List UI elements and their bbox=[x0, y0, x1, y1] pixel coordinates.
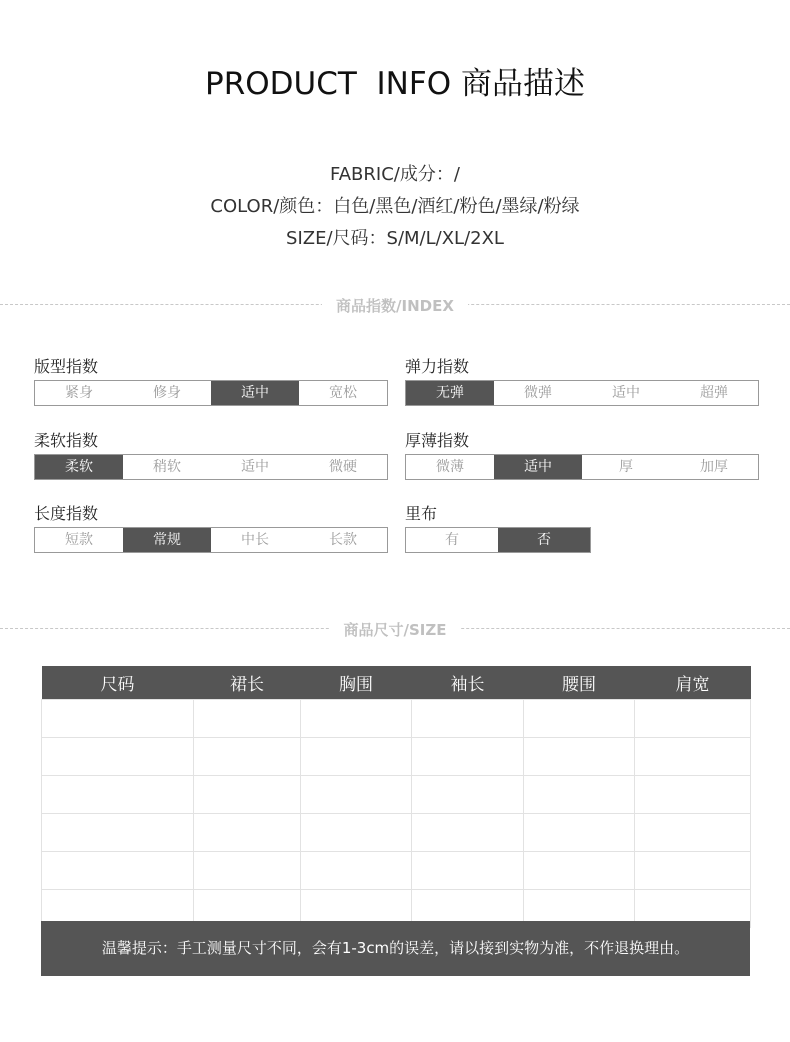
table-cell bbox=[194, 738, 301, 776]
size-table-body bbox=[42, 700, 751, 928]
notice-banner: 温馨提示：手工测量尺寸不同，会有1-3cm的误差，请以接到实物为准，不作退换理由。 bbox=[41, 921, 750, 976]
index-option: 加厚 bbox=[700, 459, 728, 475]
table-cell bbox=[42, 814, 194, 852]
size-column-header: 尺码 bbox=[42, 666, 194, 700]
size-column-header: 袖长 bbox=[412, 666, 524, 700]
index-option: 适中 bbox=[241, 459, 269, 475]
index-title: 版型指数 bbox=[34, 357, 99, 376]
table-cell bbox=[301, 700, 412, 738]
size-table-header bbox=[42, 666, 751, 700]
table-cell bbox=[42, 852, 194, 890]
table-cell bbox=[194, 700, 301, 738]
fabric-line: FABRIC/成分：/ bbox=[330, 164, 460, 185]
index-option: 长款 bbox=[329, 532, 357, 548]
index-title: 厚薄指数 bbox=[405, 431, 470, 450]
table-cell bbox=[412, 776, 524, 814]
index-scale bbox=[34, 454, 388, 480]
index-scale bbox=[34, 380, 388, 406]
table-cell bbox=[301, 738, 412, 776]
index-option: 否 bbox=[498, 528, 590, 552]
table-cell bbox=[635, 852, 751, 890]
elasticity-index bbox=[405, 356, 759, 406]
index-title: 柔软指数 bbox=[34, 431, 99, 450]
index-option: 微薄 bbox=[436, 459, 464, 475]
index-option: 短款 bbox=[65, 532, 93, 548]
index-option: 柔软 bbox=[35, 455, 123, 479]
table-cell bbox=[524, 700, 635, 738]
index-option: 修身 bbox=[153, 385, 181, 401]
index-option: 宽松 bbox=[329, 385, 357, 401]
index-option: 微弹 bbox=[524, 385, 552, 401]
table-cell bbox=[42, 776, 194, 814]
size-table bbox=[41, 666, 751, 928]
index-divider bbox=[0, 295, 790, 315]
index-option: 厚 bbox=[619, 459, 633, 475]
table-cell bbox=[42, 738, 194, 776]
lining-index bbox=[405, 503, 591, 553]
thickness-index bbox=[405, 430, 759, 480]
table-row bbox=[42, 738, 751, 776]
table-cell bbox=[635, 776, 751, 814]
table-cell bbox=[635, 814, 751, 852]
table-cell bbox=[301, 852, 412, 890]
size-divider bbox=[0, 619, 790, 639]
index-scale bbox=[34, 527, 388, 553]
fit-index bbox=[34, 356, 388, 406]
table-cell bbox=[194, 852, 301, 890]
size-column-header: 肩宽 bbox=[635, 666, 751, 700]
color-line: COLOR/颜色：白色/黑色/酒红/粉色/墨绿/粉绿 bbox=[210, 196, 580, 217]
table-cell bbox=[524, 776, 635, 814]
table-cell bbox=[524, 852, 635, 890]
table-cell bbox=[412, 814, 524, 852]
table-cell bbox=[301, 814, 412, 852]
index-option: 稍软 bbox=[153, 459, 181, 475]
index-title: 长度指数 bbox=[34, 504, 99, 523]
index-scale bbox=[405, 527, 591, 553]
index-option: 有 bbox=[445, 532, 459, 548]
index-title: 弹力指数 bbox=[405, 357, 470, 376]
size-column-header: 腰围 bbox=[524, 666, 635, 700]
table-row bbox=[42, 776, 751, 814]
index-option: 紧身 bbox=[65, 385, 93, 401]
index-option: 中长 bbox=[241, 532, 269, 548]
index-scale bbox=[405, 380, 759, 406]
table-cell bbox=[412, 700, 524, 738]
index-option: 常规 bbox=[123, 528, 211, 552]
table-cell bbox=[412, 852, 524, 890]
table-cell bbox=[194, 814, 301, 852]
index-option: 适中 bbox=[211, 381, 299, 405]
index-option: 适中 bbox=[494, 455, 582, 479]
index-option: 微硬 bbox=[329, 459, 357, 475]
size-column-header: 胸围 bbox=[301, 666, 412, 700]
table-cell bbox=[524, 738, 635, 776]
table-row bbox=[42, 700, 751, 738]
table-cell bbox=[42, 700, 194, 738]
length-index bbox=[34, 503, 388, 553]
softness-index bbox=[34, 430, 388, 480]
table-row bbox=[42, 814, 751, 852]
table-cell bbox=[635, 700, 751, 738]
table-cell bbox=[412, 738, 524, 776]
size-section-label: 商品尺寸/SIZE bbox=[0, 619, 790, 640]
index-section-label: 商品指数/INDEX bbox=[0, 295, 790, 316]
index-scale bbox=[405, 454, 759, 480]
index-option: 适中 bbox=[612, 385, 640, 401]
table-cell bbox=[301, 776, 412, 814]
index-option: 超弹 bbox=[700, 385, 728, 401]
index-title: 里布 bbox=[405, 504, 438, 523]
table-cell bbox=[524, 814, 635, 852]
table-cell bbox=[194, 776, 301, 814]
index-option: 无弹 bbox=[406, 381, 494, 405]
page-title: PRODUCT INFO 商品描述 bbox=[205, 66, 585, 102]
table-cell bbox=[635, 738, 751, 776]
size-line: SIZE/尺码：S/M/L/XL/2XL bbox=[286, 228, 504, 249]
size-column-header: 裙长 bbox=[194, 666, 301, 700]
table-row bbox=[42, 852, 751, 890]
